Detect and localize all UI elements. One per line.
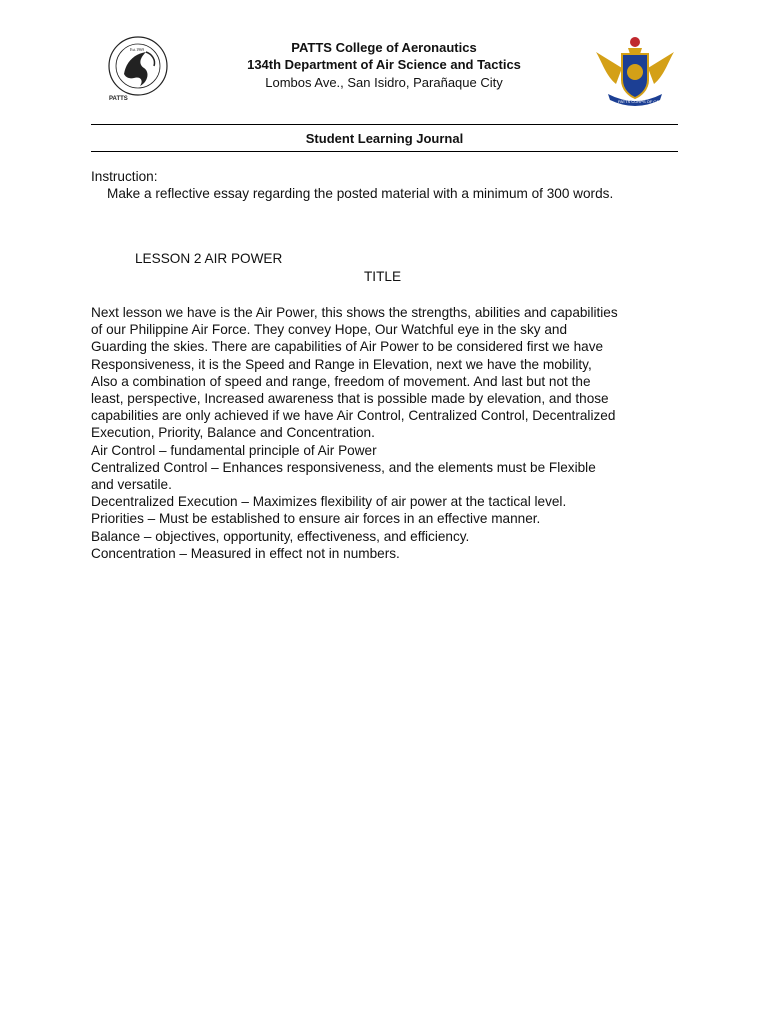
body-line: Guarding the skies. There are capabilities of Air Power to be considered first we have: [91, 339, 604, 355]
body-line: Responsiveness, it is the Speed and Range in Elevation, next we have the mobility,: [91, 356, 592, 372]
body-line: Execution, Priority, Balance and Concentration.: [91, 425, 375, 441]
bottom-rule: [91, 151, 678, 152]
department-name: 134th Department of Air Science and Tactics: [247, 57, 521, 72]
college-name: PATTS College of Aeronautics: [291, 40, 477, 55]
patts-seal-logo: [104, 34, 172, 104]
right-logo-text: PATTS CORPS OF CADETS: [618, 99, 670, 104]
body-line: and versatile.: [91, 477, 172, 493]
left-logo-text: PATTS: [109, 96, 128, 102]
corps-of-cadets-crest: [592, 32, 678, 110]
document-heading: Student Learning Journal: [305, 131, 464, 146]
college-address: Lombos Ave., San Isidro, Parañaque City: [265, 75, 503, 90]
body-line: Priorities – Must be established to ensure air forces in an effective manner.: [91, 511, 541, 527]
lesson-heading: LESSON 2 AIR POWER: [135, 251, 283, 266]
body-line: Air Control – fundamental principle of Air Power: [91, 442, 377, 458]
body-line: Decentralized Execution – Maximizes flexibility of air power at the tactical level.: [91, 494, 567, 510]
body-line: Concentration – Measured in effect not in numbers.: [91, 545, 400, 561]
essay-title: TITLE: [364, 269, 402, 284]
body-line: least, perspective, Increased awareness that is possible made by elevation, and those: [91, 391, 609, 407]
body-line: Also a combination of speed and range, freedom of movement. And last but not the: [91, 373, 591, 389]
instruction-text: Make a reflective essay regarding the posted material with a minimum of 300 words.: [107, 186, 614, 201]
body-line: Balance – objectives, opportunity, effectiveness, and efficiency.: [91, 528, 470, 544]
body-line: of our Philippine Air Force. They convey Hope, Our Watchful eye in the sky and: [91, 322, 568, 338]
corps-of-cadets-crest-icon: [592, 32, 678, 110]
patts-seal-icon: [104, 34, 172, 104]
left-logo-est: Est.1969: [130, 47, 145, 52]
instruction-label: Instruction:: [91, 169, 158, 184]
top-rule: [91, 124, 678, 125]
essay-body: [91, 304, 691, 562]
body-line: Centralized Control – Enhances responsiveness, and the elements must be Flexible: [91, 459, 596, 475]
body-line: Next lesson we have is the Air Power, this shows the strengths, abilities and capabilities: [91, 305, 618, 320]
body-line: capabilities are only achieved if we have Air Control, Centralized Control, Decentralized: [91, 408, 616, 424]
